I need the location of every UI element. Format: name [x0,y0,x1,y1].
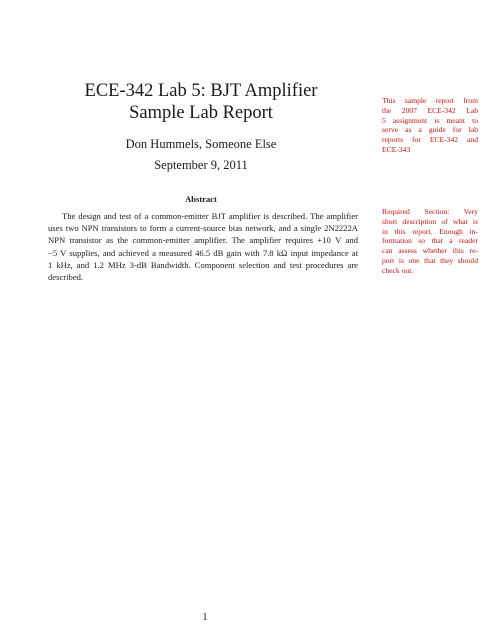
margin-note-line: the 2007 ECE-342 Lab [382,105,478,115]
abstract-line: described. [48,272,84,283]
margin-note-required-section [382,207,478,276]
abstract-line: 1 kHz, and 1.2 MHz 3-dB Bandwidth. Component selection and test procedures are [48,259,358,270]
page-number: 1 [202,612,208,623]
margin-note-line: This sample report from [382,96,478,105]
margin-note-sample-report [382,96,478,155]
abstract-line: The design and test of a common-emitter BJT amplifier is described. The amplifier [62,211,358,221]
title-line-1: ECE-342 Lab 5: BJT Amplifier [84,81,318,101]
margin-note-line: in this report. Enough in- [382,226,478,236]
margin-note-line: short description of what is [382,216,478,226]
abstract-line: uses two NPN transistors to form a current-source bias network, and a single 2N2222A [48,223,358,234]
abstract-body [48,210,358,283]
margin-note-line: check out. [382,265,414,275]
margin-note-line: formation so that a reader [382,236,478,246]
abstract-heading: Abstract [185,194,217,204]
margin-note-line: reports for ECE-342 and [382,135,478,145]
margin-note-line: serve as a guide for lab [382,125,478,135]
margin-note-line: 5 assignment is meant to [382,115,478,125]
margin-note-line: can assess whether this re- [382,246,478,256]
margin-note-line: port is one that they should [382,255,478,265]
date: September 9, 2011 [154,158,248,172]
abstract-line: −5 V supplies, and achieved a measured 46.5 dB gain with 7.8 kΩ input impedance at [48,247,358,258]
margin-note-line: ECE-343 [382,144,411,154]
title-line-2: Sample Lab Report [129,103,273,123]
abstract-line: NPN transistor as the common-emitter amplifier. The amplifier requires +10 V and [48,235,358,246]
authors: Don Hummels, Someone Else [125,137,277,151]
margin-note-line: Required Section: Very [382,207,478,216]
